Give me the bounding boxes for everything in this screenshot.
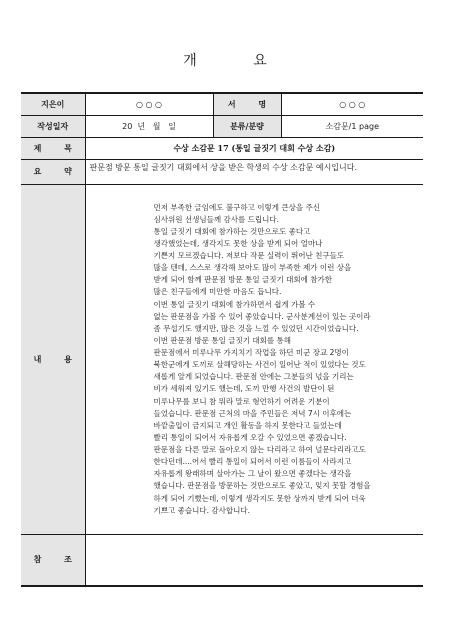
content-value: [85, 184, 423, 534]
content-row: [21, 184, 423, 534]
content-line: 비가 세워져 있기도 했는데, 도끼 만행 사건의 발단이 된: [153, 384, 335, 394]
content-line: 미루나무를 보니 참 뭐라 말로 형언하기 어려운 기분이: [153, 396, 330, 406]
subject-label: 제 목: [21, 137, 85, 159]
content-line: 판문점을 다른 말로 돌아오지 않는 다리라고 하여 널문다리라고도: [153, 445, 366, 454]
content-line: 좀 무섭기도 했지만, 많은 것을 느낄 수 있었던 시간이었습니다.: [153, 323, 359, 333]
summary-label: 요 약: [21, 159, 85, 184]
content-line: 심사위원 선생님들께 감사를 드립니다.: [153, 214, 279, 224]
content-line: 자유롭게 왕래하며 살아가는 그 날이 왔으면 좋겠다는 생각을: [153, 469, 352, 479]
date-row: [21, 115, 423, 137]
content-line: 받게 되어 함께 판문점 방문 통일 글짓기 대회에 참가한: [153, 275, 332, 285]
page-title: 개 요: [183, 53, 293, 69]
content-line: 빨리 통일이 되어서 자유롭게 오갈 수 있었으면 좋겠습니다.: [153, 432, 347, 442]
content-line: 기쁜지 모르겠습니다. 저보다 작문 실력이 뛰어난 친구들도: [153, 251, 345, 260]
author-value: ○ ○ ○: [85, 93, 213, 115]
content-line: 북한군에게 도끼로 살해당하는 사건이 일어난 적이 있었다는 것도: [153, 360, 366, 370]
category-label: 분류/분량: [213, 115, 281, 137]
author-label: 지은이: [21, 93, 85, 115]
author-row: [21, 93, 423, 115]
content-line: 기쁘고 좋습니다. 감사합니다.: [153, 505, 250, 515]
reference-row: [21, 534, 423, 586]
overview-form: [21, 92, 423, 587]
content-line: 많은 친구들에게 미안한 마음도 듭니다.: [153, 287, 282, 297]
date-label: 작성일자: [21, 115, 85, 137]
date-value: 20 년 월 일: [85, 115, 213, 137]
content-line: 한다던데....어서 빨리 통일이 되어서 이런 이름들이 사라지고: [153, 457, 352, 467]
reference-label: 참 조: [21, 534, 85, 586]
summary-row: [21, 159, 423, 184]
content-line: 했습니다. 판문점을 방문하는 것만으로도 좋았고, 잊지 못할 경험을: [153, 481, 371, 491]
category-value: 소감문/1 page: [281, 115, 423, 137]
content-line: 바깥출입이 금지되고 개인 활동을 하지 못한다고 들었는데: [153, 420, 342, 430]
content-line: 생각했었는데, 생각지도 못한 상을 받게 되어 얼마나: [153, 238, 323, 248]
content-line: 판문점에서 미루나무 가지치기 작업을 하던 미군 장교 2명이: [153, 348, 349, 357]
subject-row: [21, 137, 423, 159]
content-line: 하게 되어 기뻤는데, 이렇게 생각지도 못한 상까지 받게 되어 더욱: [153, 493, 366, 503]
content-line: 통일 글짓기 대회에 참가하는 것만으로도 좋다고: [153, 226, 311, 236]
content-line: 새롭게 알게 되었습니다. 판문점 안에는 그분들의 넋을 기리는: [153, 372, 354, 382]
content-line: 들었습니다. 판문점 근처의 마을 주민들은 저녁 7시 이후에는: [153, 408, 352, 418]
content-line: 없는 판문점을 가볼 수 있어 좋았습니다. 군사분계선이 있는 곳이라: [153, 311, 371, 321]
reference-value: [85, 534, 423, 586]
summary-value: 판문점 방문 통일 글짓기 대회에서 상을 받은 학생의 수상 소감문 예시입니다.: [85, 159, 423, 184]
content-line: 먼저 부족한 글임에도 불구하고 이렇게 큰상을 주신: [153, 202, 320, 212]
signature-value: ○ ○ ○: [281, 93, 423, 115]
content-label: 내 용: [21, 184, 85, 534]
content-line: 이번 통일 글짓기 대회에 참가하면서 쉽게 가볼 수: [153, 299, 316, 309]
signature-label: 서 명: [213, 93, 281, 115]
content-line: 이번 판문점 방문 통일 글짓기 대회를 통해: [153, 335, 291, 345]
content-text: [86, 185, 424, 517]
subject-value: 수상 소감문 17 (통일 글짓기 대회 수상 소감): [85, 137, 423, 159]
content-line: 많을 텐데, 스스로 생각해 보아도 많이 부족한 제가 이런 상을: [153, 263, 352, 273]
